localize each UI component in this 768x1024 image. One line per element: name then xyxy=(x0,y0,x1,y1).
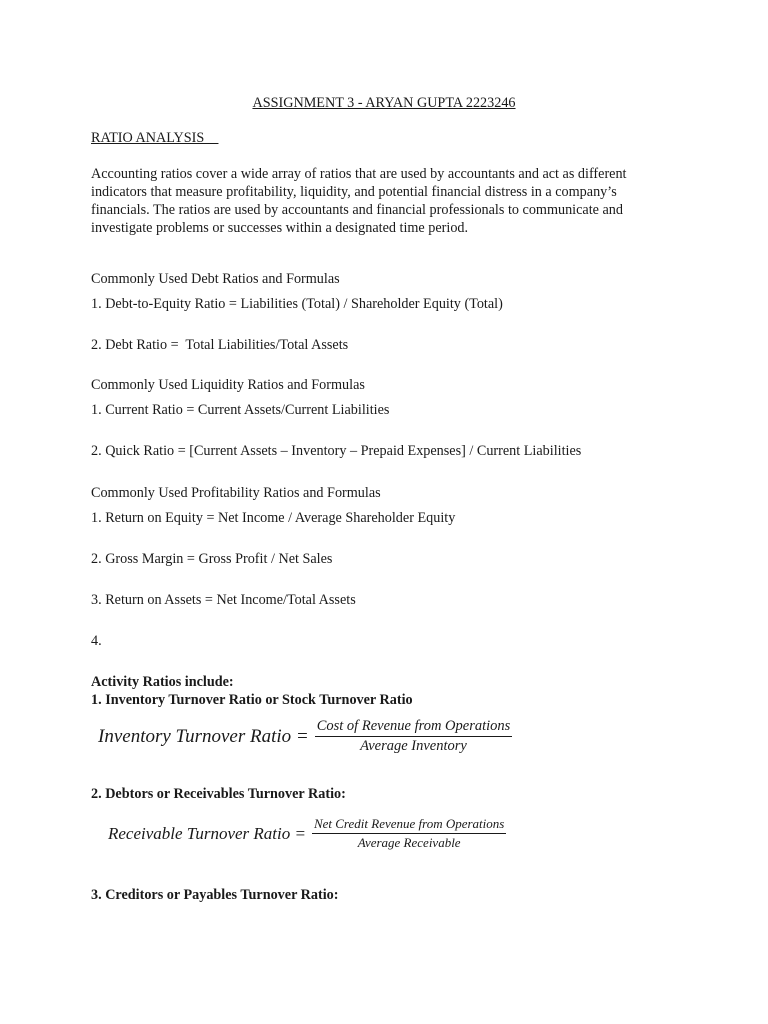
inventory-turnover-formula xyxy=(98,718,512,755)
document-title: ASSIGNMENT 3 - ARYAN GUPTA 2223246 xyxy=(252,95,516,111)
liquidity-ratio-item-1: 1. Current Ratio = Current Assets/Current Liabilities xyxy=(91,402,390,418)
section-heading-ratio-analysis: RATIO ANALYSIS xyxy=(91,130,219,146)
activity-ratios-heading: Activity Ratios include: xyxy=(91,674,234,690)
formula-fraction xyxy=(312,816,506,851)
activity-ratio-item-3: 3. Creditors or Payables Turnover Ratio: xyxy=(91,887,339,903)
intro-paragraph: Accounting ratios cover a wide array of ratios that are used by accountants and act as different indicators that measure profitability, liquidity, and potential financial distress in a company’s financials. The ratios are used by accountants and financial professionals to communicate and investigate problems or successes within a designated time period. xyxy=(91,166,627,236)
activity-ratio-item-1: 1. Inventory Turnover Ratio or Stock Turnover Ratio xyxy=(91,692,413,708)
receivable-turnover-formula xyxy=(108,816,506,851)
debt-ratio-item-1: 1. Debt-to-Equity Ratio = Liabilities (Total) / Shareholder Equity (Total) xyxy=(91,296,503,312)
formula-denominator: Average Inventory xyxy=(360,738,467,754)
formula-numerator: Cost of Revenue from Operations xyxy=(315,718,513,737)
debt-ratio-item-2: 2. Debt Ratio = Total Liabilities/Total Assets xyxy=(91,337,349,353)
formula-numerator: Net Credit Revenue from Operations xyxy=(312,816,506,834)
debt-ratios-heading: Commonly Used Debt Ratios and Formulas xyxy=(91,271,340,287)
profitability-ratio-item-4: 4. xyxy=(91,633,102,649)
formula-denominator: Average Receivable xyxy=(357,835,461,850)
profitability-ratios-heading: Commonly Used Profitability Ratios and Formulas xyxy=(91,485,381,501)
formula-lhs: Inventory Turnover Ratio = xyxy=(98,725,309,747)
profitability-ratio-item-1: 1. Return on Equity = Net Income / Average Shareholder Equity xyxy=(91,510,456,526)
profitability-ratio-item-2: 2. Gross Margin = Gross Profit / Net Sales xyxy=(91,551,333,567)
liquidity-ratio-item-2: 2. Quick Ratio = [Current Assets – Inventory – Prepaid Expenses] / Current Liabilities xyxy=(91,443,582,459)
activity-ratio-item-2: 2. Debtors or Receivables Turnover Ratio: xyxy=(91,786,346,802)
formula-fraction xyxy=(315,718,513,755)
formula-lhs: Receivable Turnover Ratio = xyxy=(108,823,306,843)
liquidity-ratios-heading: Commonly Used Liquidity Ratios and Formulas xyxy=(91,377,365,393)
profitability-ratio-item-3: 3. Return on Assets = Net Income/Total Assets xyxy=(91,592,356,608)
